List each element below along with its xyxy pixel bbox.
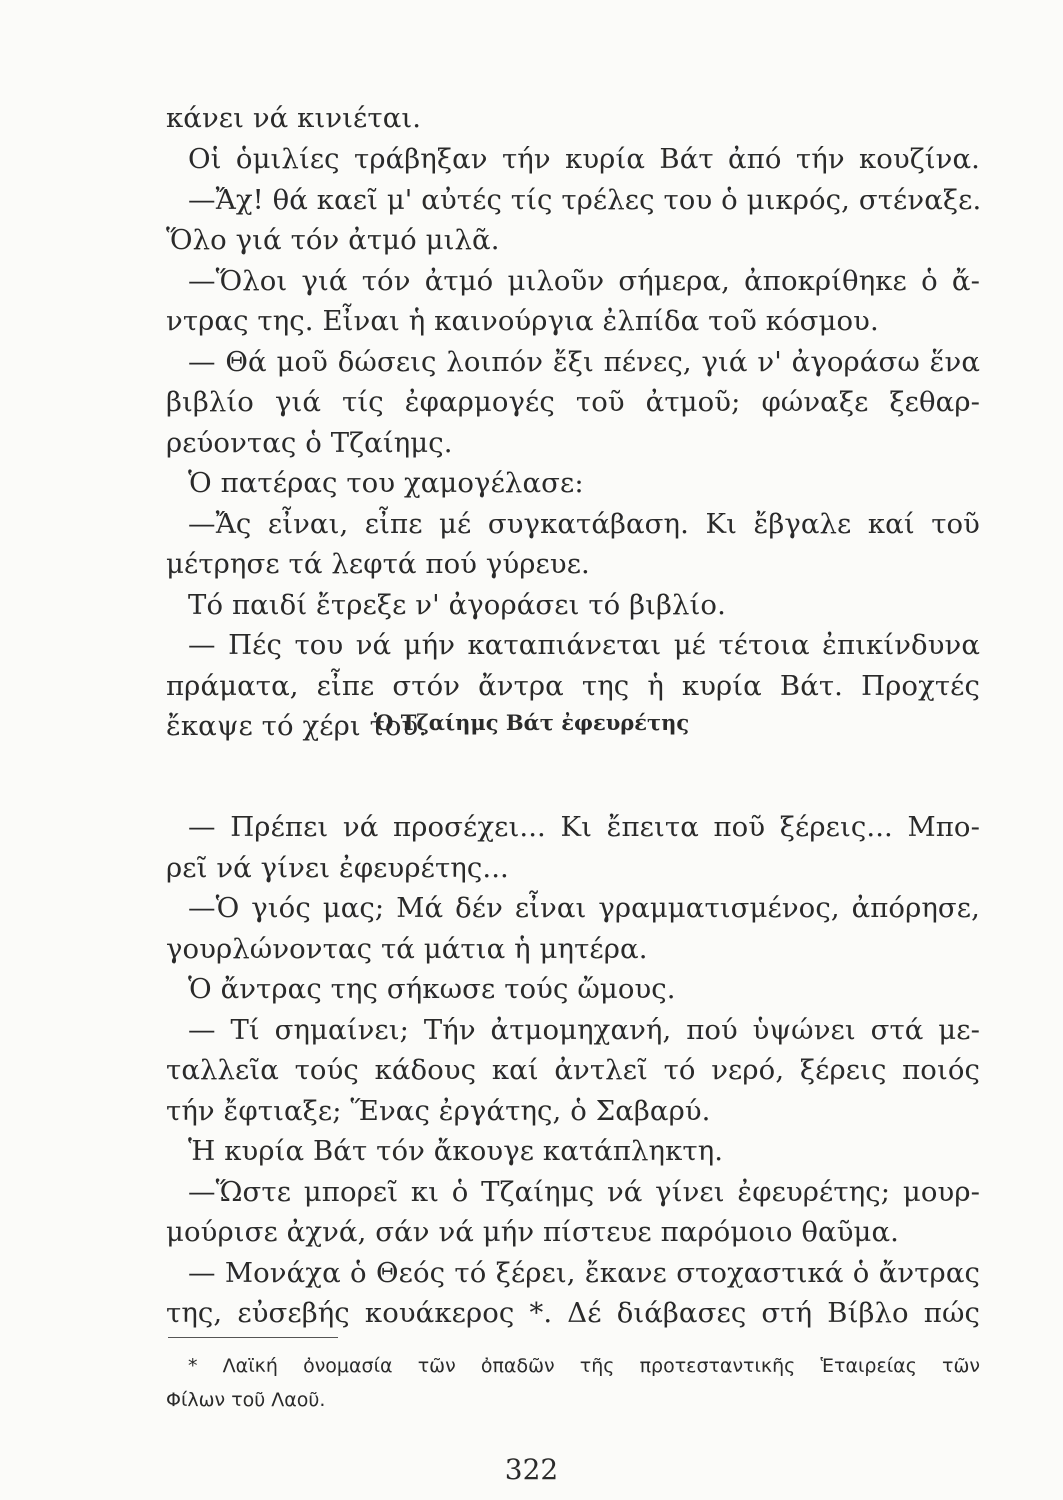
footnote-line: Φίλων τοῦ Λαοῦ. [166, 1389, 326, 1411]
text-line: —Ὅλοι γιά τόν ἀτμό μιλοῦν σήμερα, ἀποκρίθηκε ὁ ἄ- [188, 265, 980, 297]
text-line: πράματα, εἶπε στόν ἄντρα της ἡ κυρία Βάτ. Προχτές [166, 670, 980, 702]
text-line: Ὁ πατέρας του χαμογέλασε: [188, 467, 584, 499]
text-line: γουρλώνοντας τά μάτια ἡ μητέρα. [166, 933, 648, 965]
text-line: —Ἄχ! θά καεῖ μ' αὐτές τίς τρέλες του ὁ μικρός, στέναξε. [188, 184, 982, 216]
page-number: 322 [504, 1453, 559, 1486]
text-line: —Ὁ γιός μας; Μά δέν εἶναι γραμματισμένος, ἀπόρησε, [188, 892, 980, 924]
text-line: τήν ἔφτιαξε; Ἕνας ἐργάτης, ὁ Σαβαρύ. [166, 1095, 711, 1127]
text-line: ρεῖ νά γίνει ἐφευρέτης... [166, 852, 509, 884]
text-line: ρεύοντας ὁ Τζαίημς. [166, 427, 453, 459]
text-line: κάνει νά κινιέται. [166, 102, 422, 134]
text-line: Οἱ ὁμιλίες τράβηξαν τήν κυρία Βάτ ἀπό τήν κουζίνα. [188, 143, 980, 175]
text-line: — Πρέπει νά προσέχει... Κι ἔπειτα ποῦ ξέρεις... Μπο- [188, 811, 980, 843]
text-line: μούρισε ἀχνά, σάν νά μήν πίστευε παρόμοιο θαῦμα. [166, 1216, 899, 1248]
text-line: —Ἄς εἶναι, εἶπε μέ συγκατάβαση. Κι ἔβγαλε καί τοῦ [188, 508, 980, 540]
text-line: ἔκαψε τό χέρι του. [166, 710, 428, 742]
text-line: — Μονάχα ὁ Θεός τό ξέρει, ἔκανε στοχαστικά ὁ ἄντρας [188, 1257, 980, 1289]
text-line: βιβλίο γιά τίς ἐφαρμογές τοῦ ἀτμοῦ; φώναξε ξεθαρ- [166, 386, 980, 418]
text-line: Ἡ κυρία Βάτ τόν ἄκουγε κατάπληκτη. [188, 1135, 724, 1167]
text-line: — Τί σημαίνει; Τήν ἀτμομηχανή, πού ὑψώνει στά με- [188, 1014, 980, 1046]
text-line: —Ὥστε μπορεῖ κι ὁ Τζαίημς νά γίνει ἐφευρέτης; μουρ- [188, 1176, 980, 1208]
text-line: Ὁ ἄντρας της σήκωσε τούς ὤμους. [188, 973, 676, 1005]
text-line: ταλλεῖα τούς κάδους καί ἀντλεῖ τό νερό, ξέρεις ποιός [166, 1054, 980, 1086]
footnote-line: * Λαϊκή ὀνομασία τῶν ὀπαδῶν τῆς προτεσταντικῆς Ἑταιρείας τῶν [188, 1355, 980, 1377]
text-line: Ὅλο γιά τόν ἀτμό μιλᾶ. [166, 224, 500, 256]
section-heading: Ὁ Τζαίημς Βάτ ἐφευρέτης [373, 710, 690, 735]
text-line: ντρας της. Εἶναι ἡ καινούργια ἐλπίδα τοῦ κόσμου. [166, 305, 879, 337]
text-line: — Θά μοῦ δώσεις λοιπόν ἔξι πένες, γιά ν' ἀγοράσω ἕνα [188, 346, 980, 378]
footnote-divider [168, 1337, 338, 1338]
text-line: μέτρησε τά λεφτά πού γύρευε. [166, 548, 590, 580]
text-line: Τό παιδί ἔτρεξε ν' ἀγοράσει τό βιβλίο. [188, 589, 726, 621]
text-line: της, εὐσεβής κουάκερος *. Δέ διάβασες στή Βίβλο πώς [166, 1297, 980, 1329]
text-line: — Πές του νά μήν καταπιάνεται μέ τέτοια ἐπικίνδυνα [188, 629, 980, 661]
